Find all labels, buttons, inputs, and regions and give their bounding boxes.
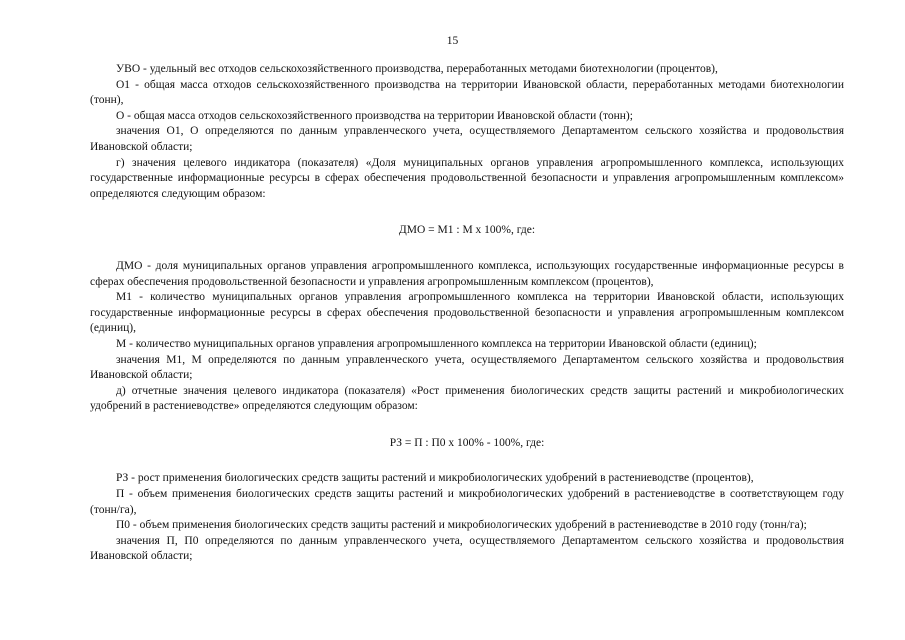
paragraph-dmo-definition: ДМО - доля муниципальных органов управления агропромышленного комплекса, использующих государственные информационные ресурсы в сферах обеспечения продовольственной безопасности и управления агропромышленным комплексом (процентов), <box>90 259 844 288</box>
formula-rz: РЗ = П : П0 х 100% - 100%, где: <box>389 436 545 449</box>
paragraph-p0-definition: П0 - объем применения биологических средств защиты растений и микробиологических удобрений в растениеводстве в 2010 году (тонн/га); <box>116 519 807 532</box>
paragraph-item-g: г) значения целевого индикатора (показателя) «Доля муниципальных органов управления агропромышленного комплекса, использующих государственные информационные ресурсы в сферах обеспечения продовольственной безопасности и управления агропромышленным комплексом» определяются следующим образом: <box>90 156 844 200</box>
paragraph-p-values-source: значения П, П0 определяются по данным управленческого учета, осуществляемого Департаментом сельского хозяйства и продовольствия Ивановской области; <box>90 534 844 563</box>
page-number: 15 <box>446 35 459 47</box>
formula-dmo: ДМО = М1 : М х 100%, где: <box>398 224 536 237</box>
paragraph-o-values-source: значения О1, О определяются по данным управленческого учета, осуществляемого Департаментом сельского хозяйства и продовольствия Ивановской области; <box>90 125 844 153</box>
paragraph-p-definition: П - объем применения биологических средств защиты растений и микробиологических удобрений в растениеводстве в соответствующем году (тонн/га), <box>90 488 844 516</box>
paragraph-o-definition: О - общая масса отходов сельскохозяйственного производства на территории Ивановской области (тонн); <box>116 109 633 122</box>
document-body <box>90 62 844 565</box>
paragraph-m-values-source: значения М1, М определяются по данным управленческого учета, осуществляемого Департаментом сельского хозяйства и продовольствия Ивановской области; <box>90 353 844 382</box>
paragraph-m1-definition: М1 - количество муниципальных органов управления агропромышленного комплекса на территории Ивановской области, использующих государственные информационные ресурсы в сферах обеспечения продовольственной безопасности и управления агропромышленным комплексом (единиц), <box>90 291 844 335</box>
paragraph-o1-definition: О1 - общая масса отходов сельскохозяйственного производства на территории Ивановской области, переработанных методами биотехнологии (тонн), <box>90 78 844 107</box>
paragraph-m-definition: М - количество муниципальных органов управления агропромышленного комплекса на территории Ивановской области (единиц); <box>116 337 757 350</box>
paragraph-rz-definition: РЗ - рост применения биологических средств защиты растений и микробиологических удобрений в растениеводстве (процентов), <box>116 472 754 485</box>
paragraph-item-d: д) отчетные значения целевого индикатора (показателя) «Рост применения биологических средств защиты растений и микробиологических удобрений в растениеводстве» определяются следующим образом: <box>90 384 844 413</box>
paragraph-uvo-definition: УВО - удельный вес отходов сельскохозяйственного производства, переработанных методами биотехнологии (процентов), <box>116 63 718 75</box>
